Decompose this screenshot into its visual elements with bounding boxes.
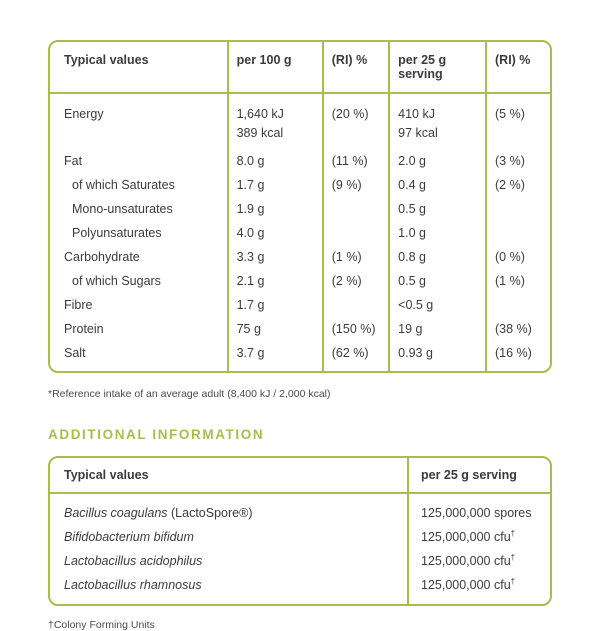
table-row — [50, 197, 550, 221]
cell-ri-2: (16 %) — [486, 341, 550, 371]
table-row — [50, 221, 550, 245]
cell-ri-2 — [486, 221, 550, 245]
organism-name: Bifidobacterium bifidum — [64, 530, 194, 545]
cell-ri-2 — [486, 93, 550, 149]
cell-value: 125,000,000 cfu — [421, 554, 511, 569]
row-label: Polyunsaturates — [72, 225, 162, 240]
additional-information-table — [48, 456, 552, 606]
table-row — [50, 341, 550, 371]
table-header-row — [50, 458, 550, 493]
cell-ri-1: (1 %) — [323, 245, 389, 269]
row-label: Salt — [64, 345, 86, 360]
cell-ri-1 — [323, 197, 389, 221]
column-header-typical-values: Typical values — [64, 53, 149, 67]
cell-per-25g-serving — [408, 493, 550, 525]
organism-name: Lactobacillus rhamnosus — [64, 578, 202, 593]
organism-name: Lactobacillus acidophilus — [64, 554, 203, 569]
cell-ri-1 — [323, 293, 389, 317]
cell-per-100g: 3.3 g — [228, 245, 323, 269]
cell-value: 1,640 kJ — [236, 107, 284, 121]
cell-ri-1 — [323, 93, 389, 149]
row-label — [50, 549, 408, 573]
cell-ri-2: (1 %) — [486, 269, 550, 293]
nutrition-table — [48, 40, 552, 373]
cell-ri-2: (38 %) — [486, 317, 550, 341]
nutrition-table-body — [50, 93, 550, 371]
cell-per-25g: 1.0 g — [389, 221, 486, 245]
cell-per-25g: 0.5 g — [389, 197, 486, 221]
column-header-per-25g-serving: per 25 g serving — [408, 458, 550, 493]
organism-name: Bacillus coagulans — [64, 506, 168, 521]
cell-per-25g-serving — [408, 549, 550, 573]
cell-value: 125,000,000 spores — [421, 506, 532, 521]
table-row — [50, 549, 550, 573]
cell-value: 125,000,000 cfu — [421, 578, 511, 593]
cell-value: (20 %) — [331, 107, 369, 121]
cell-per-100g: 1.7 g — [228, 173, 323, 197]
cell-per-100g: 1.7 g — [228, 293, 323, 317]
cell-per-25g: 0.93 g — [389, 341, 486, 371]
organism-suffix: (LactoSpore®) — [167, 506, 253, 521]
cell-per-25g: 0.5 g — [389, 269, 486, 293]
table-row — [50, 245, 550, 269]
cell-ri-2 — [486, 197, 550, 221]
table-row — [50, 269, 550, 293]
cell-value-2: 389 kcal — [236, 126, 284, 141]
cell-ri-2 — [486, 293, 550, 317]
cell-per-25g-serving — [408, 525, 550, 549]
column-header-per-100g: per 100 g — [228, 42, 323, 93]
column-header-per-25g: per 25 g serving — [389, 42, 486, 93]
additional-table-body — [50, 493, 550, 604]
cell-ri-1 — [323, 221, 389, 245]
row-label — [50, 573, 408, 604]
row-label — [50, 93, 228, 149]
column-header-ri-1: (RI) % — [323, 42, 389, 93]
table-row — [50, 525, 550, 549]
cell-per-25g-serving — [408, 573, 550, 604]
table-row — [50, 493, 550, 525]
column-header-typical-values: Typical values — [64, 468, 149, 483]
cell-value-2: 97 kcal — [398, 126, 438, 141]
row-label: Mono-unsaturates — [72, 201, 173, 216]
row-label — [50, 525, 408, 549]
colony-forming-units-footnote: †Colony Forming Units — [48, 619, 155, 631]
cell-value: 125,000,000 cfu — [421, 530, 511, 545]
row-label: of which Sugars — [72, 273, 161, 288]
cell-ri-1: (150 %) — [323, 317, 389, 341]
table-header-row — [50, 42, 550, 93]
cell-ri-2: (2 %) — [486, 173, 550, 197]
table-row — [50, 293, 550, 317]
cell-ri-1: (62 %) — [323, 341, 389, 371]
additional-information-heading: ADDITIONAL INFORMATION — [48, 427, 265, 443]
cell-per-25g: 0.4 g — [389, 173, 486, 197]
dagger-marker: † — [510, 553, 516, 563]
cell-per-25g: <0.5 g — [389, 293, 486, 317]
row-label: Protein — [64, 321, 104, 336]
cell-per-25g — [389, 93, 486, 149]
column-header-ri-2: (RI) % — [486, 42, 550, 93]
cell-ri-1: (11 %) — [323, 149, 389, 173]
row-label: of which Saturates — [72, 177, 175, 192]
cell-value: (5 %) — [495, 107, 525, 121]
row-label: Fibre — [64, 297, 93, 312]
table-row — [50, 573, 550, 604]
cell-value: 410 kJ — [398, 107, 435, 121]
table-row — [50, 317, 550, 341]
cell-per-100g — [228, 93, 323, 149]
dagger-marker: † — [510, 529, 516, 539]
cell-per-100g: 1.9 g — [228, 197, 323, 221]
cell-per-100g: 75 g — [228, 317, 323, 341]
reference-intake-footnote: *Reference intake of an average adult (8,400 kJ / 2,000 kcal) — [48, 387, 331, 400]
cell-per-25g: 2.0 g — [389, 149, 486, 173]
cell-per-100g: 3.7 g — [228, 341, 323, 371]
cell-per-25g: 19 g — [389, 317, 486, 341]
table-row — [50, 149, 550, 173]
cell-per-100g: 4.0 g — [228, 221, 323, 245]
cell-ri-2: (0 %) — [486, 245, 550, 269]
row-label: Fat — [64, 153, 83, 168]
cell-per-25g: 0.8 g — [389, 245, 486, 269]
cell-ri-2: (3 %) — [486, 149, 550, 173]
table-row — [50, 93, 550, 149]
row-label-text: Energy — [64, 107, 104, 121]
cell-per-100g: 8.0 g — [228, 149, 323, 173]
row-label: Carbohydrate — [64, 249, 140, 264]
dagger-marker: † — [510, 577, 516, 587]
cell-ri-1: (9 %) — [323, 173, 389, 197]
cell-per-100g: 2.1 g — [228, 269, 323, 293]
row-label — [50, 493, 408, 525]
table-row — [50, 173, 550, 197]
cell-ri-1: (2 %) — [323, 269, 389, 293]
